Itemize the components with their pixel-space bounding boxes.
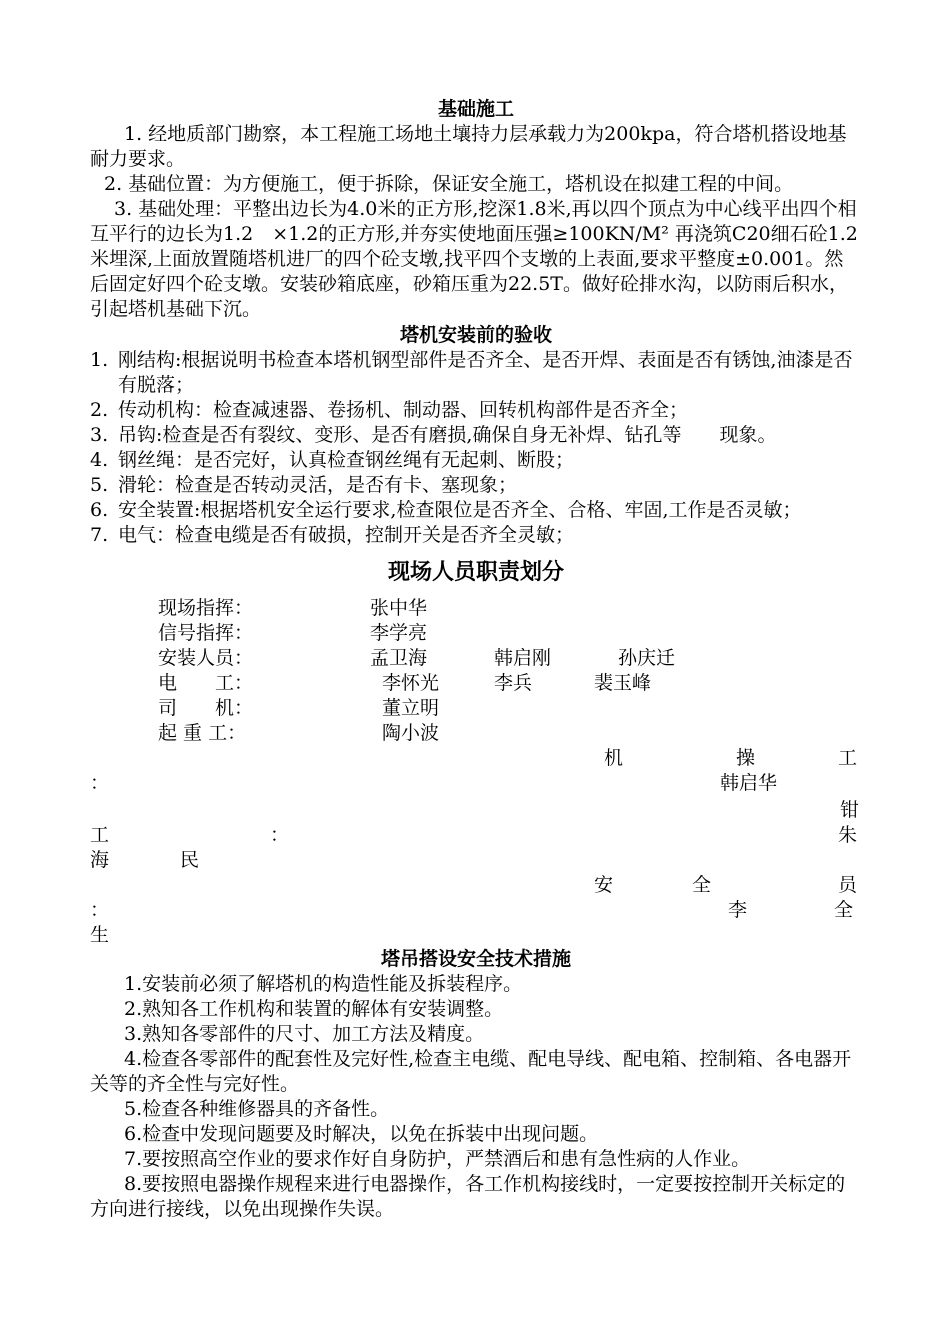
staff-role: 信号指挥： [158,622,254,644]
list-item: 1.安装前必须了解塔机的构造性能及拆装程序。 [124,973,523,995]
list-number: 2. [90,399,109,421]
list-item [90,348,862,398]
list-item [90,473,862,498]
foundation-paragraph-2: 2. 基础位置：为方便施工，便于拆除，保证安全施工，塔机设在拟建工程的中间。 [104,173,794,195]
scattered-char: 工 [838,747,858,769]
section-title-safety: 塔吊搭设安全技术措施 [380,948,571,970]
foundation-paragraph-3: 3. 基础处理：平整出边长为4.0米的正方形,挖深1.8米,再以四个顶点为中心线平出四个相互平行的边长为1.2 ×1.2的正方形,并夯实使地面压强≥100KN/M² 再浇筑C20细石砼1.2米埋深,上面放置随塔机进厂的四个砼支墩,找平四个支墩的上表面,要求平整度±0.001。然后固定好四个砼支墩。安装砂箱底座，砂箱压重为22.5T。做好砼排水沟，以防雨后积水，引起塔机基础下沉。 [90,198,858,320]
staff-row [90,696,862,721]
staff-name: 张中华 [370,597,428,619]
list-item: 8.要按照电器操作规程来进行电器操作，各工作机构接线时，一定要按控制开关标定的方向进行接线，以免出现操作失误。 [90,1173,846,1220]
staff-row [90,721,862,746]
staff-role: 司 机： [158,697,254,719]
list-text: 滑轮：检查是否转动灵活，是否有卡、塞现象； [118,474,518,496]
scattered-char: 操 [736,747,756,769]
list-item: 4.检查各零部件的配套性及完好性,检查主电缆、配电导线、配电箱、控制箱、各电器开关等的齐全性与完好性。 [90,1048,852,1095]
list-text: 传动机构：检查减速器、卷扬机、制动器、回转机构部件是否齐全； [118,399,689,421]
scattered-char: 钳 [840,799,860,821]
list-number: 4. [90,449,109,471]
scattered-char: 生 [90,924,110,946]
staff-role: 电 工： [158,672,254,694]
section-title-foundation: 基础施工 [437,98,514,120]
list-text: 吊钩:检查是否有裂纹、变形、是否有磨损,确保自身无补焊、钻孔等 现象。 [118,424,777,446]
list-number: 3. [90,424,109,446]
safety-list [90,972,862,1222]
list-text: 电气：检查电缆是否有破损，控制开关是否齐全灵敏； [118,524,575,546]
scattered-char: ： [90,772,110,794]
scattered-char: 全 [834,899,854,921]
staff-name: 孟卫海 [370,647,428,669]
staff-row [90,621,862,646]
staff-name: 李怀光 [382,672,440,694]
list-item [90,498,862,523]
scattered-char: 海 [90,849,110,871]
acceptance-list [90,348,862,548]
list-item: 5.检查各种维修器具的齐备性。 [124,1098,390,1120]
staff-table [90,596,862,746]
staff-row [90,646,862,671]
staff-scattered-lines [90,746,862,946]
list-number: 7. [90,524,109,546]
staff-row [90,671,862,696]
document-page [90,96,862,1222]
list-number: 5. [90,474,109,496]
scattered-char: 民 [180,849,200,871]
staff-name: 李学亮 [370,622,428,644]
scattered-char: 安 [594,874,614,896]
list-item [90,523,862,548]
list-text: 钢丝绳：是否完好，认真检查钢丝绳有无起刺、断股； [118,449,575,471]
list-item [90,398,862,423]
scattered-char: 员 [838,874,858,896]
list-item: 3.熟知各零部件的尺寸、加工方法及精度。 [124,1023,485,1045]
staff-name: 孙庆迁 [618,647,676,669]
staff-name: 韩启刚 [494,647,552,669]
list-number: 6. [90,499,109,521]
scattered-char: ： [90,899,110,921]
foundation-paragraph-1: 1. 经地质部门勘察，本工程施工场地土壤持力层承载力为200kpa，符合塔机搭设地基耐力要求。 [90,123,847,170]
staff-name: 裴玉峰 [594,672,652,694]
section-title-acceptance: 塔机安装前的验收 [399,324,552,346]
list-text: 刚结构:根据说明书检查本塔机钢型部件是否齐全、是否开焊、表面是否有锈蚀,油漆是否有脱落； [118,349,853,396]
list-item [90,448,862,473]
list-item [90,423,862,448]
staff-role: 安装人员： [158,647,254,669]
scattered-char: 机 [604,747,624,769]
staff-name: 陶小波 [382,722,440,744]
staff-name: 李兵 [494,672,533,694]
staff-name: 董立明 [382,697,440,719]
scattered-char: 朱 [838,824,858,846]
scattered-char: ： [270,824,290,846]
list-number: 1. [90,349,109,371]
staff-role: 起 重 工： [158,722,247,744]
staff-role: 现场指挥： [158,597,254,619]
scattered-char: 工 [90,824,110,846]
list-item: 7.要按照高空作业的要求作好自身防护，严禁酒后和患有急性病的人作业。 [124,1148,751,1170]
scattered-char: 全 [692,874,712,896]
scattered-char: 李 [728,899,748,921]
section-title-staff: 现场人员职责划分 [387,560,564,585]
list-item: 6.检查中发现问题要及时解决，以免在拆装中出现问题。 [124,1123,599,1145]
list-text: 安全装置:根据塔机安全运行要求,检查限位是否齐全、合格、牢固,工作是否灵敏； [118,499,802,521]
list-item: 2.熟知各工作机构和装置的解体有安装调整。 [124,998,504,1020]
scattered-char: 韩启华 [720,772,778,794]
staff-row [90,596,862,621]
